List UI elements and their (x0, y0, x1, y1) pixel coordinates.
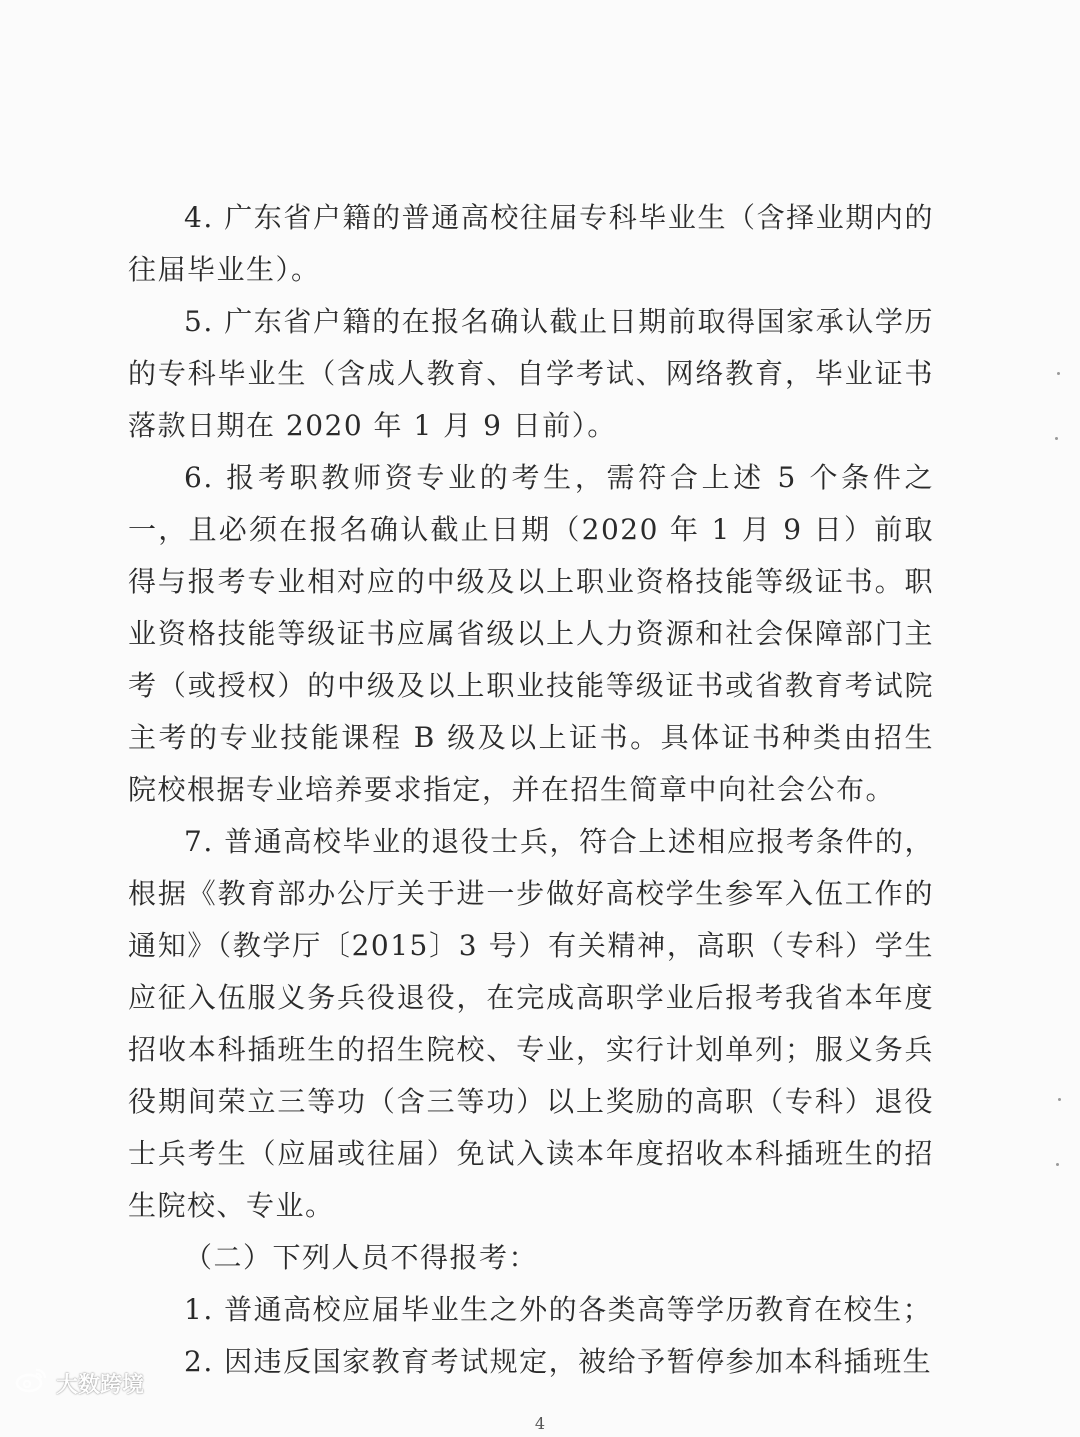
section-heading: （二）下列人员不得报考： (184, 1241, 539, 1274)
paragraph-item-6: 6. 报考职教师资专业的考生，需符合上述 5 个条件之一，且必须在报名确认截止日期（2020 年 1 月 9 日）前取得与报考专业相对应的中级及以上职业资格技能等级证书。职业资格技能等级证书应属省级以上人力资源和社会保障部门主考（或授权）的中级及以上职业技能等级证书或省教育考试院主考的专业技能课程 B 级及以上证书。具体证书种类由招生院校根据专业培养要求指定，并在招生简章中向社会公布。 (128, 461, 934, 806)
scan-speck (1055, 437, 1058, 440)
paragraph-item-5: 5. 广东省户籍的在报名确认截止日期前取得国家承认学历的专科毕业生（含成人教育、自学考试、网络教育，毕业证书落款日期在 2020 年 1 月 9 日前）。 (128, 305, 934, 442)
paragraph-item-7: 7. 普通高校毕业的退役士兵，符合上述相应报考条件的，根据《教育部办公厅关于进一步做好高校学生参军入伍工作的通知》（教学厅〔2015〕3 号）有关精神，高职（专科）学生应征入伍服义务兵役退役，在完成高职学业后报考我省本年度招收本科插班生的招生院校、专业，实行计划单列；服义务兵役期间荣立三等功（含三等功）以上奖励的高职（专科）退役士兵考生（应届或往届）免试入读本年度招收本科插班生的招生院校、专业。 (128, 825, 934, 1222)
paragraph-item-excluded-1: 1. 普通高校应届毕业生之外的各类高等学历教育在校生； (184, 1293, 933, 1326)
scan-speck (1057, 372, 1060, 375)
scan-speck (1058, 1098, 1061, 1101)
watermark-text: 大数跨境 (56, 1372, 145, 1398)
scan-speck (1056, 1163, 1059, 1166)
paragraph-item-excluded-2: 2. 因违反国家教育考试规定，被给予暂停参加本科插班生 (184, 1345, 933, 1378)
watermark (14, 1366, 144, 1400)
page-number: 4 (534, 1414, 546, 1433)
document-body (128, 192, 934, 1388)
weibo-logo-icon (14, 1366, 48, 1400)
paragraph-item-4: 4. 广东省户籍的普通高校往届专科毕业生（含择业期内的往届毕业生）。 (128, 201, 934, 286)
